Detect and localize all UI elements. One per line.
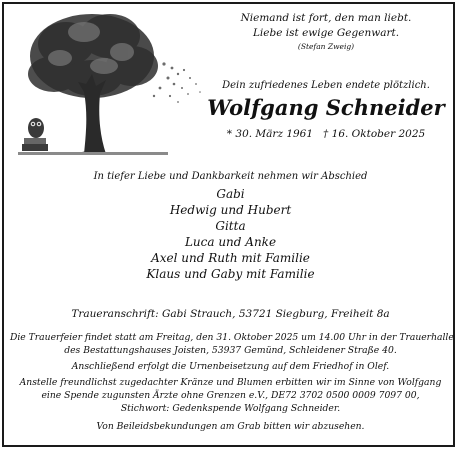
notice-line-6: Stichwort: Gedenkspende Wolfgang Schneider. <box>120 403 341 414</box>
quote-line-1: Niemand ist fort, den man liebt. <box>240 12 412 24</box>
quote-author: (Stefan Zweig) <box>297 42 355 51</box>
life-dates <box>200 128 452 140</box>
relative-4: Luca und Anke <box>184 235 277 249</box>
notice-line-2: des Bestattungshauses Joisten, 53937 Gemünd, Schleidener Straße 40. <box>64 345 397 356</box>
mourning-line: In tiefer Liebe und Dankbarkeit nehmen wir Abschied <box>93 171 368 182</box>
death-date: † 16. Oktober 2025 <box>323 128 426 140</box>
relative-3: Gitta <box>215 219 246 233</box>
owl-icon <box>28 118 44 138</box>
notice-line-4: Anstelle freundlichst zugedachter Kränze und Blumen erbitten wir im Sinne von Wolfgang <box>19 377 442 388</box>
notice-line-7: Von Beileidsbekundungen am Grab bitten wir abzusehen. <box>96 421 365 432</box>
books-icon <box>22 138 48 151</box>
notice-line-3: Anschließend erfolgt die Urnenbeisetzung auf dem Friedhof in Olef. <box>71 361 390 372</box>
relative-1: Gabi <box>216 187 245 201</box>
tree-icon <box>14 4 204 164</box>
quote-line-2: Liebe ist ewige Gegenwart. <box>252 27 400 39</box>
deceased-name: Wolfgang Schneider <box>207 95 445 120</box>
notice-line-5: eine Spende zugunsten Ärzte ohne Grenzen e.V., DE72 3702 0500 0009 7097 00, <box>41 390 420 401</box>
birth-date: * 30. März 1961 <box>226 128 314 140</box>
relative-2: Hedwig und Hubert <box>169 203 292 217</box>
notice-line-1: Die Trauerfeier findet statt am Freitag, den 31. Oktober 2025 um 14.00 Uhr in der Trauerhalle <box>10 332 454 343</box>
relative-5: Axel und Ruth mit Familie <box>151 251 310 265</box>
mourning-address: Traueranschrift: Gabi Strauch, 53721 Siegburg, Freiheit 8a <box>71 308 390 320</box>
relative-6: Klaus und Gaby mit Familie <box>146 267 315 281</box>
intro-line: Dein zufriedenes Leben endete plötzlich. <box>222 80 430 91</box>
